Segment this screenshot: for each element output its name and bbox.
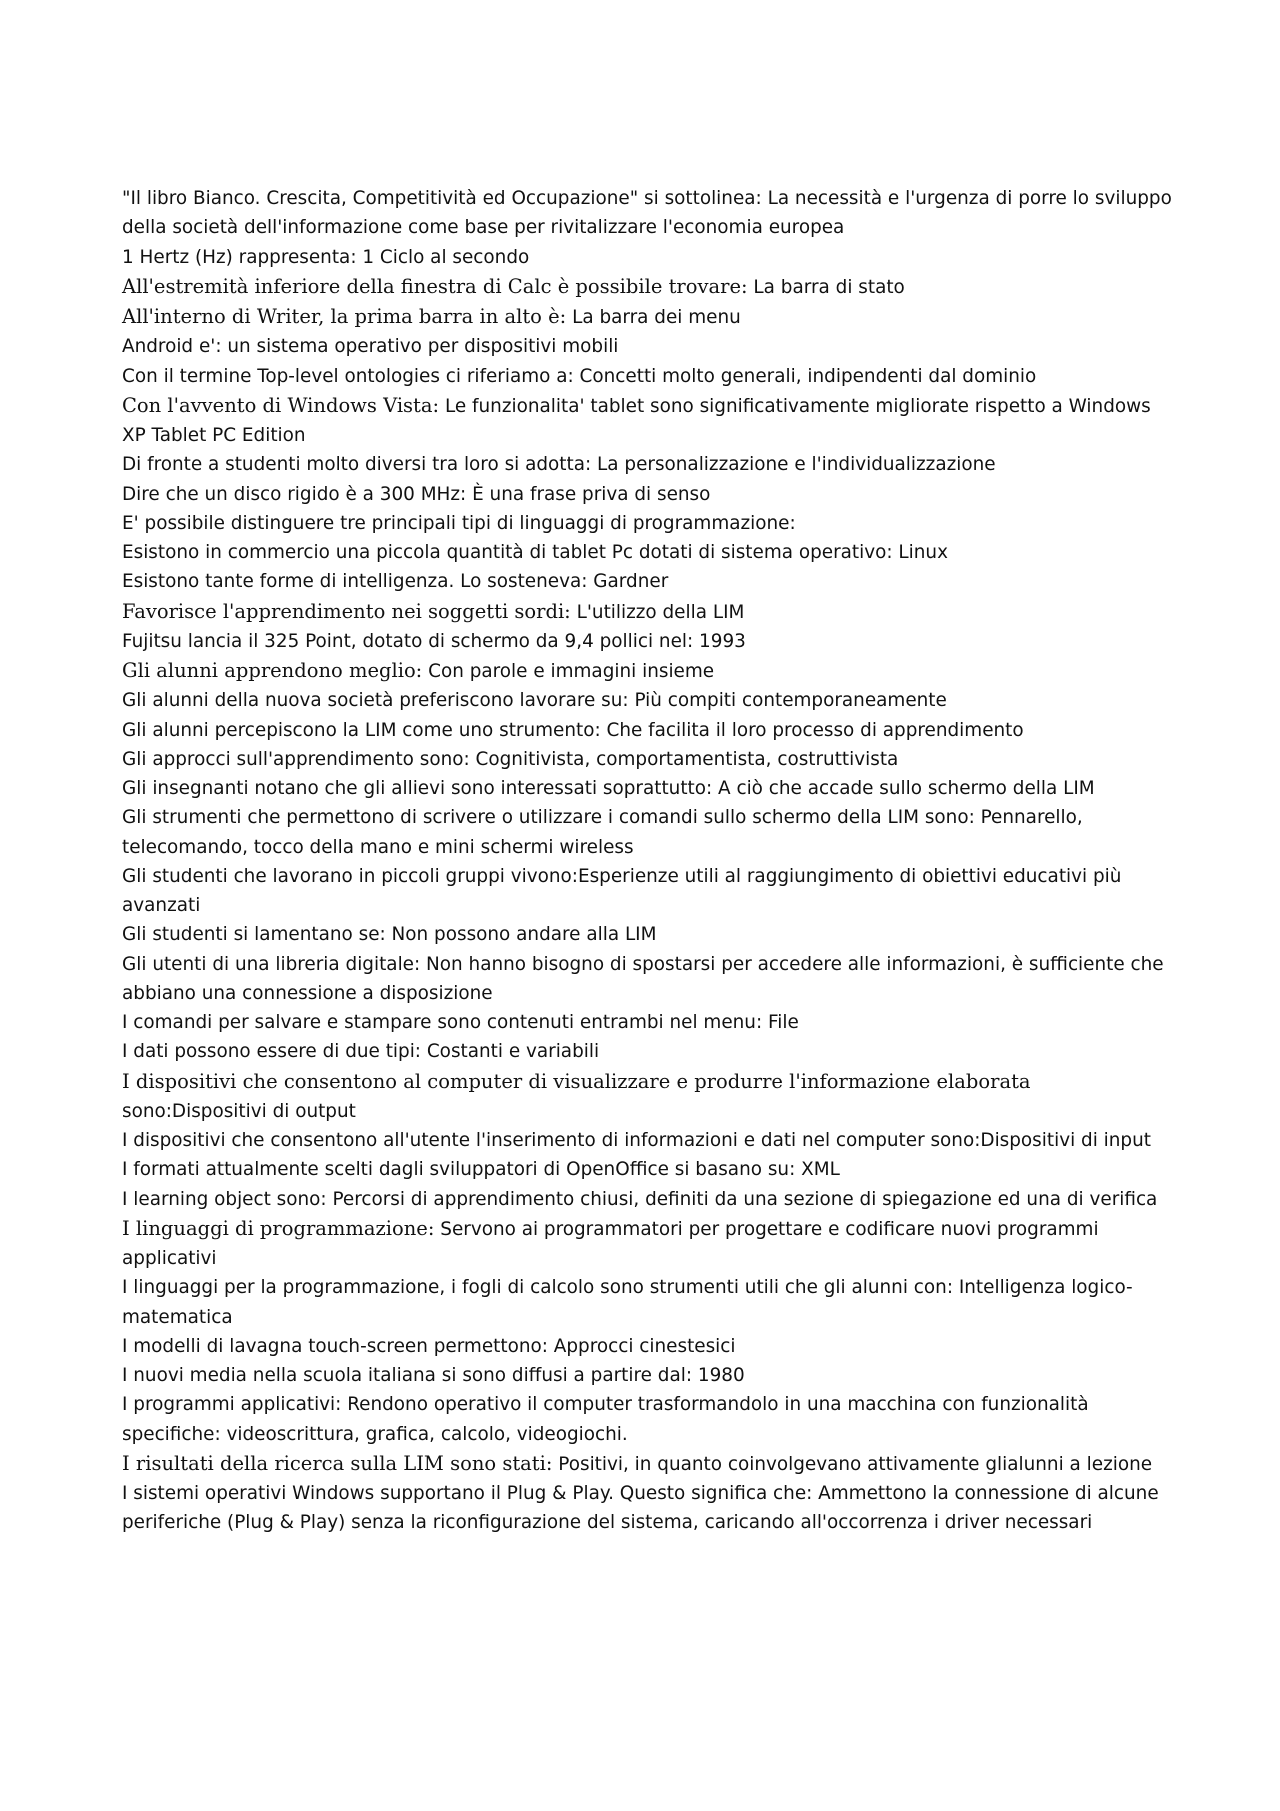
entry-7-answer: Le funzionalita' tablet sono significativamente migliorate rispetto a Windows XP Tablet PC Edition	[122, 395, 1151, 446]
entry-30-answer: Servono ai programmatori per progettare e codificare nuovi programmi applicativi	[122, 1218, 1099, 1269]
entry-1: "Il libro Bianco. Crescita, Competitività ed Occupazione" si sottolinea: La necessità e l'urgenza di porre lo sviluppo della società dell'informazione come base per rivitalizzare l'economia europea	[122, 188, 1172, 239]
entry-21: Gli studenti che lavorano in piccoli gruppi vivono:Esperienze utili al raggiungimento di obiettivi educativi più avanzati	[122, 865, 1122, 916]
entry-15-question: Gli alunni apprendono meglio:	[122, 659, 423, 682]
document-body	[122, 184, 1172, 1538]
entry-10: E' possibile distinguere tre principali tipi di linguaggi di programmazione:	[122, 512, 796, 534]
entry-19: Gli insegnanti notano che gli allievi sono interessati soprattutto: A ciò che accade sullo schermo della LIM	[122, 778, 1095, 799]
entry-7-question: Con l'avvento di Windows Vista:	[122, 393, 440, 417]
entry-18: Gli approcci sull'apprendimento sono: Cognitivista, comportamentista, costruttivista	[122, 748, 899, 770]
entry-3-question: All'estremità inferiore della finestra di Calc è possibile trovare:	[122, 274, 748, 298]
entry-12: Esistono tante forme di intelligenza. Lo sosteneva: Gardner	[122, 571, 669, 593]
entry-17: Gli alunni percepiscono la LIM come uno strumento: Che facilita il loro processo di apprendimento	[122, 719, 1024, 741]
entry-36: I sistemi operativi Windows supportano il Plug & Play. Questo significa che: Ammettono la connessione di alcune periferiche (Plug & Play) senza la riconfigurazione del sistema, caricando all'occorrenza i driver necessari	[122, 1483, 1159, 1534]
entry-15	[122, 656, 1172, 686]
entry-26-answer: sono:Dispositivi di output	[122, 1100, 356, 1122]
entry-33: I nuovi media nella scuola italiana si sono diffusi a partire dal: 1980	[122, 1365, 745, 1386]
entry-30-question: I linguaggi di programmazione:	[122, 1216, 435, 1240]
entry-6: Con il termine Top-level ontologies ci riferiamo a: Concetti molto generali, indipendenti dal dominio	[122, 365, 1037, 387]
entry-32: I modelli di lavagna touch-screen permettono: Approcci cinestesici	[122, 1335, 736, 1357]
entry-4-answer: La barra dei menu	[566, 307, 741, 328]
entry-31: I linguaggi per la programmazione, i fogli di calcolo sono strumenti utili che gli alunni con: Intelligenza logico-matematica	[122, 1277, 1133, 1328]
entry-11: Esistono in commercio una piccola quantità di tablet Pc dotati di sistema operativo: Linux	[122, 542, 948, 563]
entry-26-question: I dispositivi che consentono al computer di visualizzare e produrre l'informazione elaborata	[122, 1069, 1031, 1093]
entry-13	[122, 597, 1172, 627]
entry-30	[122, 1214, 1172, 1274]
entry-23: Gli utenti di una libreria digitale: Non hanno bisogno di spostarsi per accedere alle informazioni, è sufficiente che abbiano una connessione a disposizione	[122, 953, 1164, 1004]
entry-35	[122, 1449, 1172, 1479]
entry-16: Gli alunni della nuova società preferiscono lavorare su: Più compiti contemporaneamente	[122, 690, 947, 712]
entry-24: I comandi per salvare e stampare sono contenuti entrambi nel menu: File	[122, 1012, 799, 1033]
entry-28: I formati attualmente scelti dagli sviluppatori di OpenOffice si basano su: XML	[122, 1159, 840, 1181]
entry-9: Dire che un disco rigido è a 300 MHz: È una frase priva di senso	[122, 483, 711, 505]
entry-4	[122, 302, 1172, 332]
entry-2: 1 Hertz (Hz) rappresenta: 1 Ciclo al secondo	[122, 246, 530, 268]
entry-35-question: I risultati della ricerca sulla LIM sono stati:	[122, 1451, 553, 1475]
entry-29: I learning object sono: Percorsi di apprendimento chiusi, definiti da una sezione di spiegazione ed una di verifica	[122, 1188, 1158, 1210]
entry-5: Android e': un sistema operativo per dispositivi mobili	[122, 336, 619, 358]
entry-26	[122, 1067, 1172, 1127]
entry-8: Di fronte a studenti molto diversi tra loro si adotta: La personalizzazione e l'individualizzazione	[122, 454, 996, 476]
entry-3	[122, 272, 1172, 302]
entry-13-answer: L'utilizzo della LIM	[570, 601, 745, 623]
entry-27: I dispositivi che consentono all'utente l'inserimento di informazioni e dati nel computer sono:Dispositivi di input	[122, 1130, 1151, 1151]
entry-34: I programmi applicativi: Rendono operativo il computer trasformandolo in una macchina con funzionalità specifiche: videoscrittura, grafica, calcolo, videogiochi.	[122, 1394, 1089, 1445]
entry-3-answer: La barra di stato	[747, 276, 905, 298]
entry-35-answer: Positivi, in quanto coinvolgevano attivamente glialunni a lezione	[552, 1453, 1153, 1475]
entry-25: I dati possono essere di due tipi: Costanti e variabili	[122, 1041, 600, 1063]
entry-22: Gli studenti si lamentano se: Non possono andare alla LIM	[122, 924, 657, 946]
entry-4-question: All'interno di Writer, la prima barra in alto è:	[122, 305, 567, 328]
entry-20: Gli strumenti che permettono di scrivere o utilizzare i comandi sullo schermo della LIM sono: Pennarello, telecomando, tocco della mano e mini schermi wireless	[122, 807, 1083, 858]
entry-15-answer: Con parole e immagini insieme	[422, 661, 715, 682]
entry-7	[122, 391, 1172, 451]
entry-13-question: Favorisce l'apprendimento nei soggetti sordi:	[122, 599, 571, 623]
entry-14: Fujitsu lancia il 325 Point, dotato di schermo da 9,4 pollici nel: 1993	[122, 630, 746, 652]
